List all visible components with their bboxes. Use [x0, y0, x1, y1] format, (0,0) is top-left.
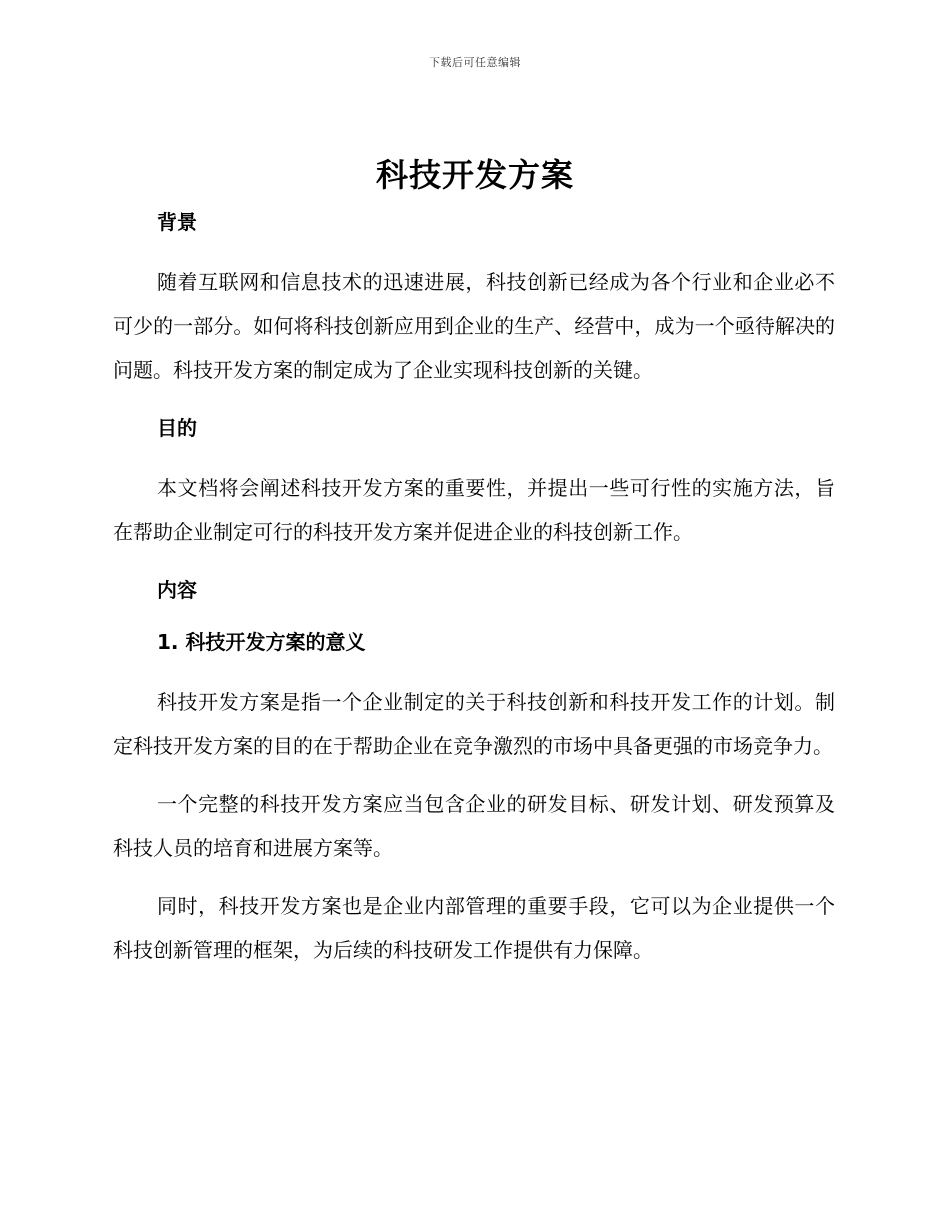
purpose-paragraph: 本文档将会阐述科技开发方案的重要性，并提出一些可行性的实施方法，旨在帮助企业制定可行的科技开发方案并促进企业的科技创新工作。: [113, 476, 835, 544]
section-heading-purpose: 目的: [157, 416, 197, 440]
content-paragraph-3: 同时，科技开发方案也是企业内部管理的重要手段，它可以为企业提供一个科技创新管理的框架，为后续的科技研发工作提供有力保障。: [113, 894, 835, 962]
content-paragraph-2: 一个完整的科技开发方案应当包含企业的研发目标、研发计划、研发预算及科技人员的培育和进展方案等。: [113, 792, 835, 860]
document-body: [113, 206, 835, 972]
background-paragraph: 随着互联网和信息技术的迅速进展，科技创新已经成为各个行业和企业必不可少的一部分。如何将科技创新应用到企业的生产、经营中，成为一个亟待解决的问题。科技开发方案的制定成为了企业实现科技创新的关键。: [113, 270, 835, 382]
section-heading-content: 内容: [157, 578, 197, 602]
section-heading-background: 背景: [157, 210, 197, 234]
page-header-note: 下载后可任意编辑: [429, 56, 521, 69]
subsection-heading-significance: 1. 科技开发方案的意义: [157, 630, 366, 654]
document-title: 科技开发方案: [375, 156, 574, 194]
content-paragraph-1: 科技开发方案是指一个企业制定的关于科技创新和科技开发工作的计划。制定科技开发方案的目的在于帮助企业在竞争激烈的市场中具备更强的市场竞争力。: [113, 690, 835, 758]
